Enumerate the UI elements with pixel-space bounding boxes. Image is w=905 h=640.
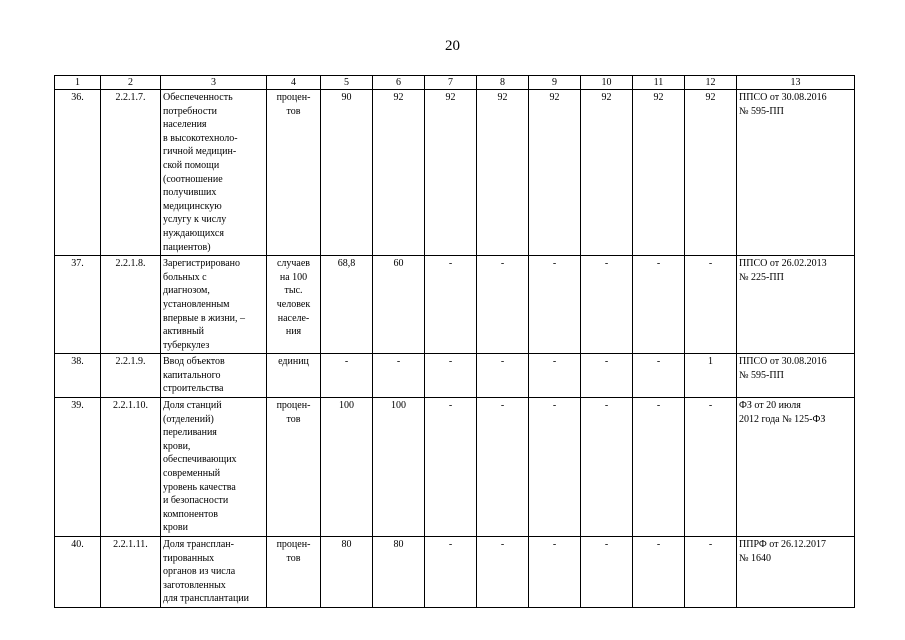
- value-cell-col-5: 68,8: [321, 256, 373, 354]
- unit-cell: [267, 354, 321, 398]
- basis-cell: [737, 256, 855, 354]
- indicator-cell: [161, 90, 267, 256]
- unit-cell: [267, 256, 321, 354]
- value-cell-col-10: -: [581, 354, 633, 398]
- column-header-3: 3: [161, 76, 267, 90]
- code-cell: 2.2.1.7.: [101, 90, 161, 256]
- value-cell-col-11: -: [633, 537, 685, 608]
- basis-cell: [737, 537, 855, 608]
- value-cell-col-6: 60: [373, 256, 425, 354]
- value-cell-col-11: -: [633, 354, 685, 398]
- value-cell-col-6: -: [373, 354, 425, 398]
- unit-text: случаев на 100 тыс. человек населе- ния: [276, 258, 311, 338]
- indicator-cell: [161, 537, 267, 608]
- column-header-6: 6: [373, 76, 425, 90]
- row-number-cell: 40.: [55, 537, 101, 608]
- value-cell-col-12: -: [685, 256, 737, 354]
- basis-text: ППСО от 30.08.2016 № 595-ПП: [739, 356, 827, 381]
- indicator-text: Доля станций (отделений) переливания крови, обеспечивающих современный уровень качества и безопасности компонентов крови: [163, 400, 237, 534]
- basis-text: ППСО от 30.08.2016 № 595-ПП: [739, 92, 827, 117]
- value-cell-col-7: 92: [425, 90, 477, 256]
- code-cell: 2.2.1.8.: [101, 256, 161, 354]
- value-cell-col-8: -: [477, 537, 529, 608]
- value-cell-col-5: 100: [321, 398, 373, 537]
- column-header-5: 5: [321, 76, 373, 90]
- unit-text: процен- тов: [276, 92, 311, 117]
- basis-cell: [737, 354, 855, 398]
- value-cell-col-9: -: [529, 256, 581, 354]
- value-cell-col-9: -: [529, 354, 581, 398]
- value-cell-col-9: 92: [529, 90, 581, 256]
- table-row: [55, 256, 855, 354]
- column-header-2: 2: [101, 76, 161, 90]
- indicator-text: Обеспеченность потребности населения в высокотехноло- гичной медицин- ской помощи (соотношение получивших медицинскую услугу к числу нуждающихся пациентов): [163, 92, 238, 253]
- column-header-7: 7: [425, 76, 477, 90]
- value-cell-col-6: 100: [373, 398, 425, 537]
- column-header-13: 13: [737, 76, 855, 90]
- value-cell-col-9: -: [529, 398, 581, 537]
- value-cell-col-7: -: [425, 354, 477, 398]
- indicators-table: [54, 75, 855, 608]
- unit-text: единиц: [278, 356, 309, 368]
- value-cell-col-11: -: [633, 398, 685, 537]
- column-header-9: 9: [529, 76, 581, 90]
- value-cell-col-5: 80: [321, 537, 373, 608]
- table-header-row: [55, 76, 855, 90]
- value-cell-col-11: -: [633, 256, 685, 354]
- value-cell-col-7: -: [425, 256, 477, 354]
- row-number-cell: 37.: [55, 256, 101, 354]
- unit-text: процен- тов: [276, 539, 311, 564]
- value-cell-col-10: -: [581, 398, 633, 537]
- value-cell-col-8: -: [477, 398, 529, 537]
- code-cell: 2.2.1.9.: [101, 354, 161, 398]
- column-header-8: 8: [477, 76, 529, 90]
- basis-cell: [737, 398, 855, 537]
- value-cell-col-6: 80: [373, 537, 425, 608]
- value-cell-col-5: -: [321, 354, 373, 398]
- indicator-text: Доля трансплан- тированных органов из числа заготовленных для трансплантации: [163, 539, 250, 605]
- value-cell-col-11: 92: [633, 90, 685, 256]
- column-header-12: 12: [685, 76, 737, 90]
- value-cell-col-6: 92: [373, 90, 425, 256]
- value-cell-col-8: 92: [477, 90, 529, 256]
- column-header-11: 11: [633, 76, 685, 90]
- table-row: [55, 90, 855, 256]
- basis-text: ППСО от 26.02.2013 № 225-ПП: [739, 258, 827, 283]
- indicator-cell: [161, 354, 267, 398]
- code-cell: 2.2.1.10.: [101, 398, 161, 537]
- value-cell-col-7: -: [425, 537, 477, 608]
- indicator-text: Зарегистрировано больных с диагнозом, установленным впервые в жизни, – активный туберкулез: [163, 258, 246, 351]
- row-number-cell: 36.: [55, 90, 101, 256]
- table-row: [55, 398, 855, 537]
- basis-text: ФЗ от 20 июля 2012 года № 125-ФЗ: [739, 400, 826, 425]
- indicator-cell: [161, 398, 267, 537]
- basis-cell: [737, 90, 855, 256]
- table-row: [55, 354, 855, 398]
- row-number-cell: 38.: [55, 354, 101, 398]
- value-cell-col-5: 90: [321, 90, 373, 256]
- table-body: [55, 76, 855, 608]
- value-cell-col-12: -: [685, 398, 737, 537]
- code-cell: 2.2.1.11.: [101, 537, 161, 608]
- value-cell-col-12: -: [685, 537, 737, 608]
- unit-text: процен- тов: [276, 400, 311, 425]
- value-cell-col-12: 1: [685, 354, 737, 398]
- value-cell-col-10: 92: [581, 90, 633, 256]
- value-cell-col-12: 92: [685, 90, 737, 256]
- value-cell-col-10: -: [581, 256, 633, 354]
- column-header-1: 1: [55, 76, 101, 90]
- unit-cell: [267, 398, 321, 537]
- row-number-cell: 39.: [55, 398, 101, 537]
- unit-cell: [267, 90, 321, 256]
- value-cell-col-8: -: [477, 354, 529, 398]
- value-cell-col-8: -: [477, 256, 529, 354]
- indicator-text: Ввод объектов капитального строительства: [163, 356, 225, 395]
- page-number: 20: [445, 38, 460, 54]
- column-header-10: 10: [581, 76, 633, 90]
- value-cell-col-10: -: [581, 537, 633, 608]
- table-row: [55, 537, 855, 608]
- column-header-4: 4: [267, 76, 321, 90]
- value-cell-col-7: -: [425, 398, 477, 537]
- value-cell-col-9: -: [529, 537, 581, 608]
- indicator-cell: [161, 256, 267, 354]
- unit-cell: [267, 537, 321, 608]
- basis-text: ППРФ от 26.12.2017 № 1640: [739, 539, 826, 564]
